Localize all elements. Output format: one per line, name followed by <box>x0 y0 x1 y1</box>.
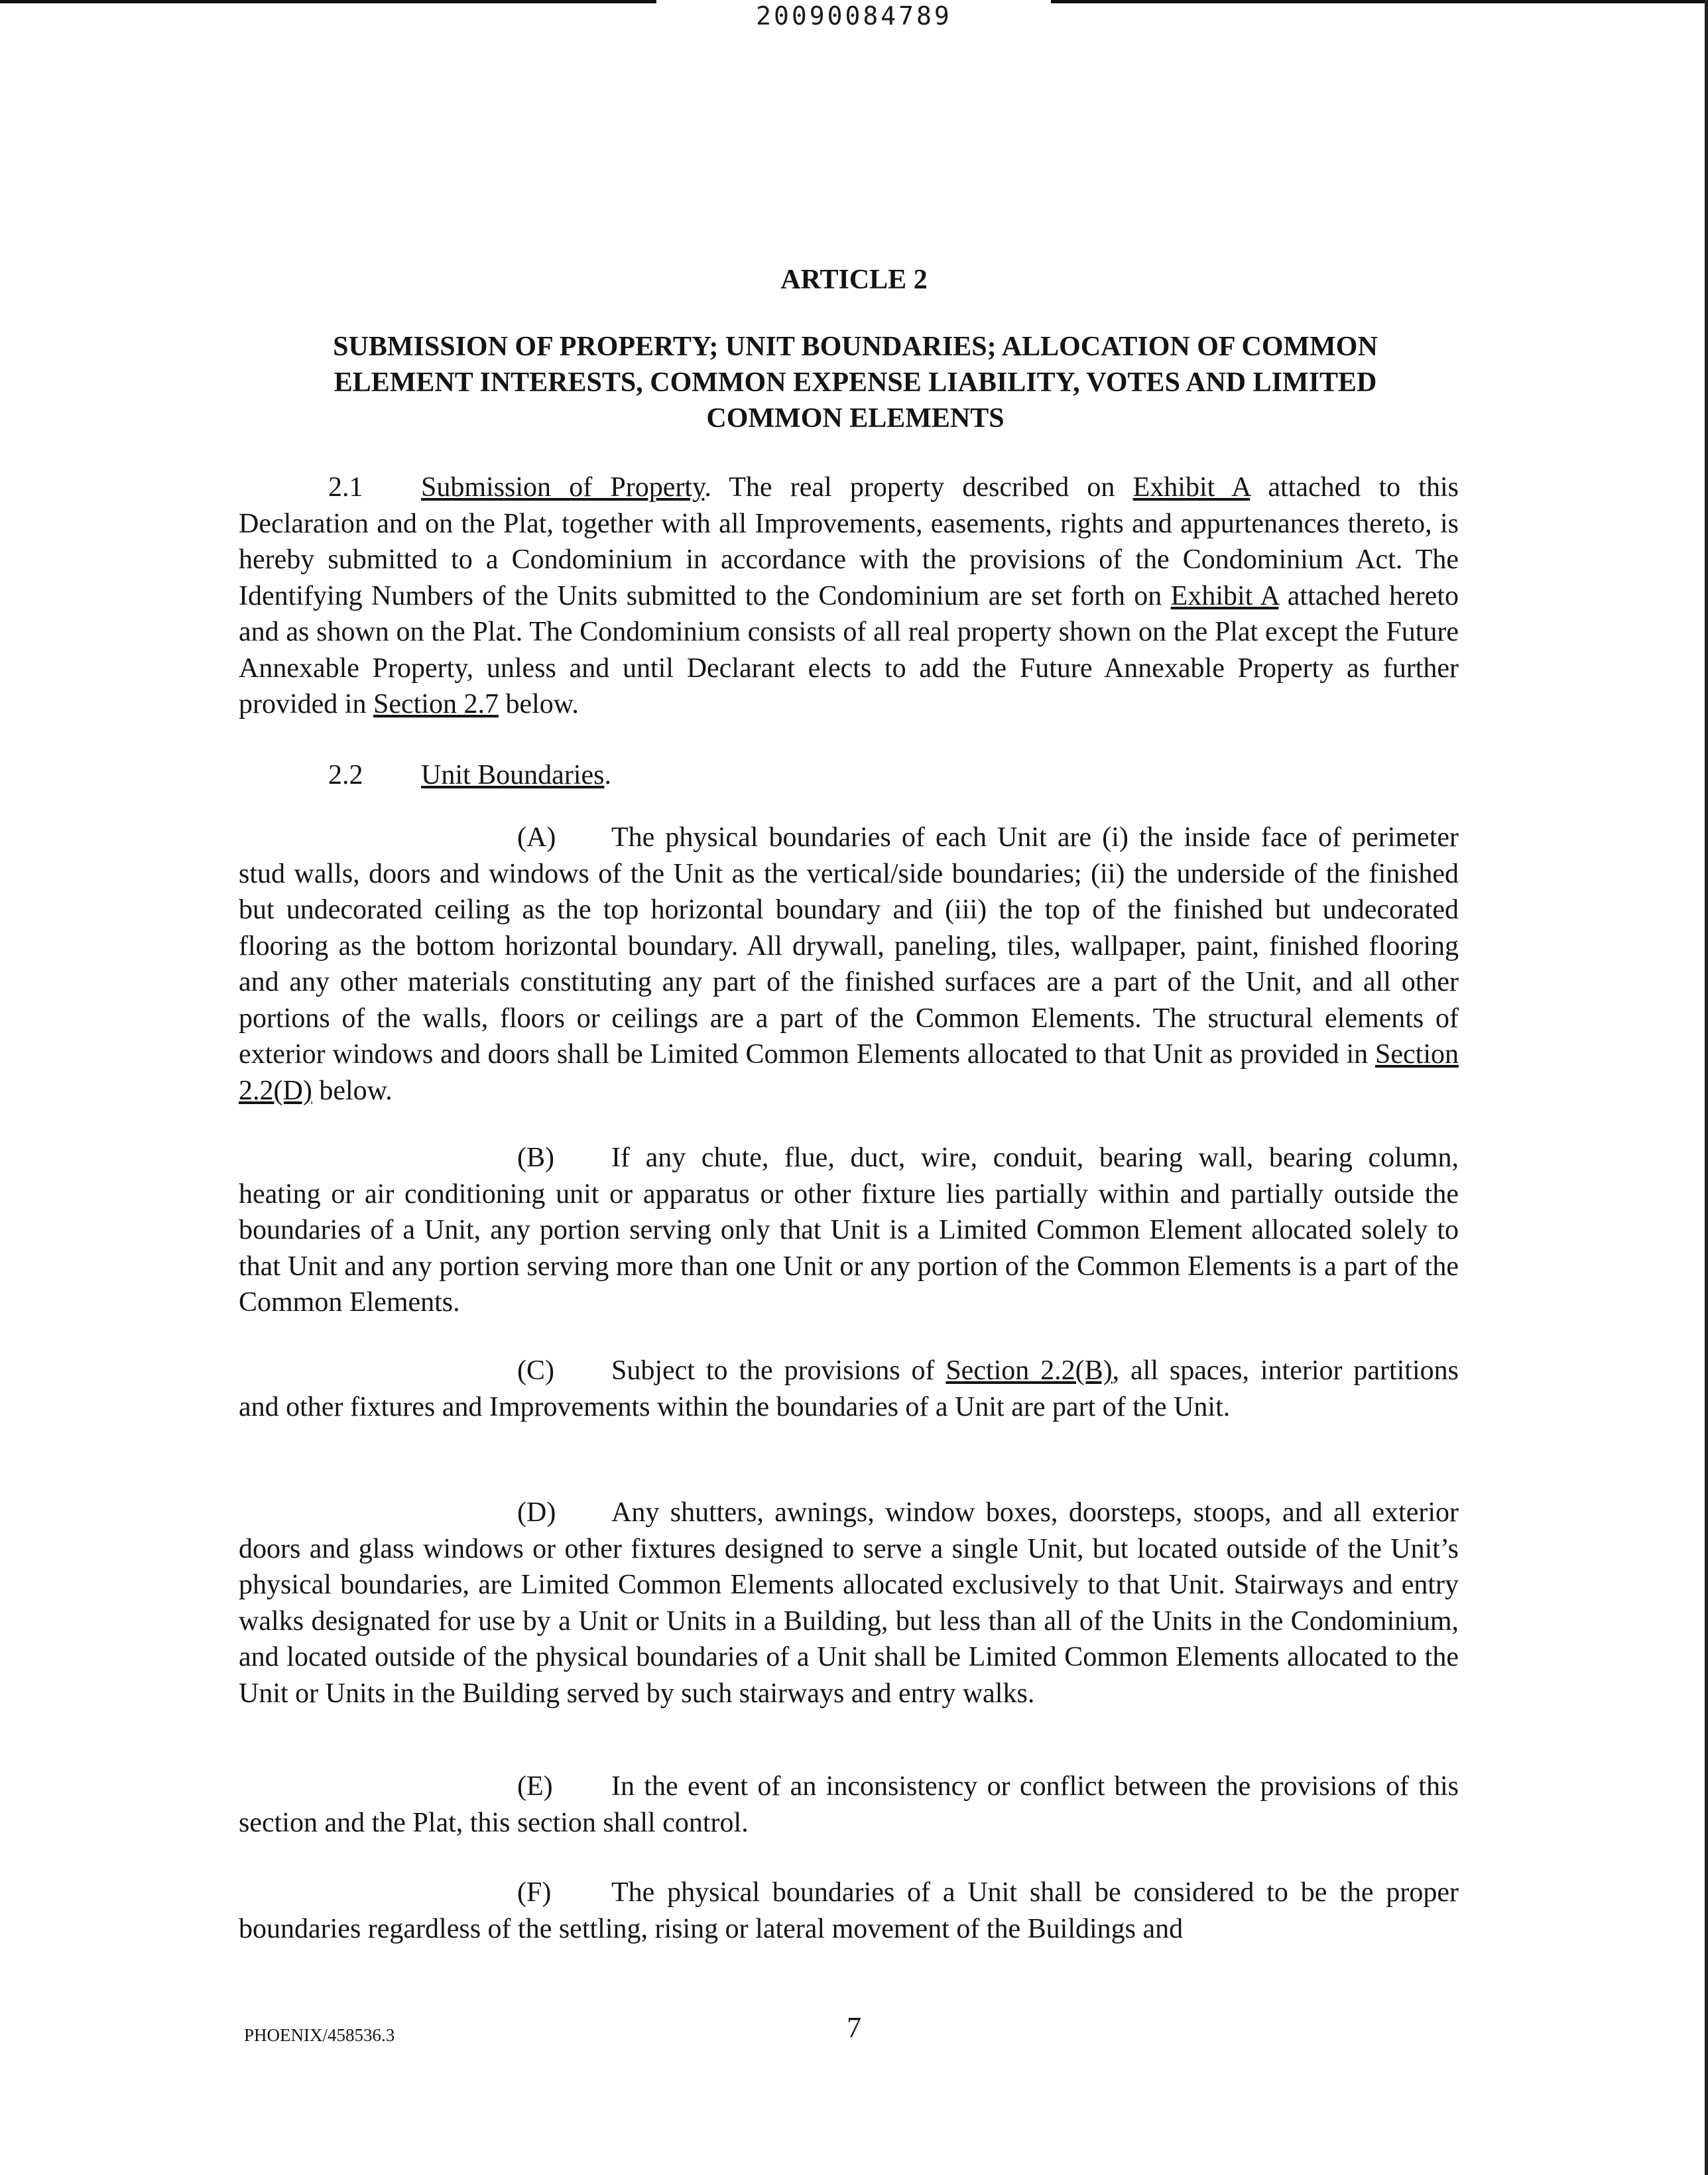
subsection-label: (D) <box>517 1497 556 1528</box>
footer-document-reference: PHOENIX/458536.3 <box>244 2025 395 2045</box>
section-number: 2.1 <box>328 472 363 503</box>
section-text: attached to this Declaration and on the Plat, together with all Improvements, easements, rights and appurtenances thereto, is hereby submitted to a Condominium in accordance with the provisions of the Condominium Act. The Identifying Numbers of the Units submitted to the Condominium are set forth on <box>239 472 1459 611</box>
exhibit-a-reference: Exhibit A <box>1170 580 1279 611</box>
subsection-label: (E) <box>517 1771 553 1802</box>
subsection-d-paragraph <box>239 1495 1459 1711</box>
subsection-label: (C) <box>517 1355 554 1386</box>
subsection-text: If any chute, flue, duct, wire, conduit, bearing wall, bearing column, heating or air conditioning unit or apparatus or other fixture lies partially within and partially outside the boundaries of a Unit, any portion serving only that Unit is a Limited Common Element allocated solely to that Unit and any portion serving more than one Unit or any portion of the Common Elements is a part of the Common Elements. <box>239 1143 1459 1318</box>
article-heading: ARTICLE 2 <box>780 265 928 295</box>
subsection-label: (B) <box>517 1143 554 1173</box>
subsection-text: , all spaces, interior partitions and other fixtures and Improvements within the boundaries of a Unit are part of the Unit. <box>239 1355 1459 1422</box>
section-title: Submission of Property <box>421 472 705 503</box>
scan-border-right <box>1705 0 1708 2175</box>
subsection-e-paragraph <box>239 1769 1459 1841</box>
subsection-a-paragraph <box>239 820 1459 1109</box>
section-text: below. <box>498 689 579 719</box>
exhibit-a-reference: Exhibit A <box>1132 472 1250 503</box>
section-2-2-heading <box>239 757 1459 794</box>
section-2-7-reference: Section 2.7 <box>373 689 499 719</box>
section-text: . The real property described on <box>704 472 1133 503</box>
article-subtitle-line-2: ELEMENT INTERESTS, COMMON EXPENSE LIABILITY, VOTES AND LIMITED <box>334 367 1377 398</box>
subsection-text: The physical boundaries of each Unit are (i) the inside face of perimeter stud walls, doors and windows of the Unit as the vertical/side boundaries; (ii) the underside of the finished but undecorated ceiling as the top horizontal boundary and (iii) the top of the finished but undecorated flooring as the bottom horizontal boundary. All drywall, paneling, tiles, wallpaper, paint, finished flooring and any other materials constituting any part of the finished surfaces are a part of the Unit, and all other portions of the walls, floors or ceilings are a part of the Common Elements. The structural elements of exterior windows and doors shall be Limited Common Elements allocated to that Unit as provided in <box>239 822 1459 1070</box>
document-number: 20090084789 <box>756 1 952 31</box>
subsection-text: Any shutters, awnings, window boxes, doorsteps, stoops, and all exterior doors and glass windows or other fixtures designed to serve a single Unit, but located outside of the Unit’s physical boundaries, are Limited Common Elements allocated exclusively to that Unit. Stairways and entry walks designated for use by a Unit or Units in a Building, but less than all of the Units in the Condominium, and located outside of the physical boundaries of a Unit shall be Limited Common Elements allocated to the Unit or Units in the Building served by such stairways and entry walks. <box>239 1497 1459 1709</box>
subsection-f-paragraph <box>239 1875 1459 1947</box>
section-number: 2.2 <box>328 760 363 790</box>
subsection-c-paragraph <box>239 1353 1459 1425</box>
article-subtitle-line-3: COMMON ELEMENTS <box>706 403 1005 434</box>
section-title: Unit Boundaries <box>421 760 605 790</box>
subsection-text: The physical boundaries of a Unit shall be considered to be the proper boundaries regardless of the settling, rising or lateral movement of the Buildings and <box>239 1877 1459 1944</box>
subsection-b-paragraph <box>239 1140 1459 1321</box>
section-2-2-b-reference: Section 2.2(B) <box>945 1355 1113 1386</box>
subsection-text: In the event of an inconsistency or conflict between the provisions of this section and the Plat, this section shall control. <box>239 1771 1459 1838</box>
section-2-2-d-reference: Section 2.2(D) <box>239 1039 1459 1106</box>
subsection-label: (F) <box>517 1877 552 1908</box>
subsection-text: below. <box>312 1075 393 1106</box>
article-subtitle <box>225 329 1485 436</box>
section-text: attached hereto and as shown on the Plat. The Condominium consists of all real property shown on the Plat except the Future Annexable Property, unless and until Declarant elects to add the Future Annexable Property as further provided in <box>239 580 1459 719</box>
subsection-label: (A) <box>517 822 556 853</box>
article-subtitle-line-1: SUBMISSION OF PROPERTY; UNIT BOUNDARIES; ALLOCATION OF COMMON <box>333 332 1378 362</box>
section-2-1-paragraph <box>239 469 1459 723</box>
page-number: 7 <box>847 2011 861 2044</box>
section-title-period: . <box>604 760 611 790</box>
subsection-text: Subject to the provisions of <box>611 1355 946 1386</box>
